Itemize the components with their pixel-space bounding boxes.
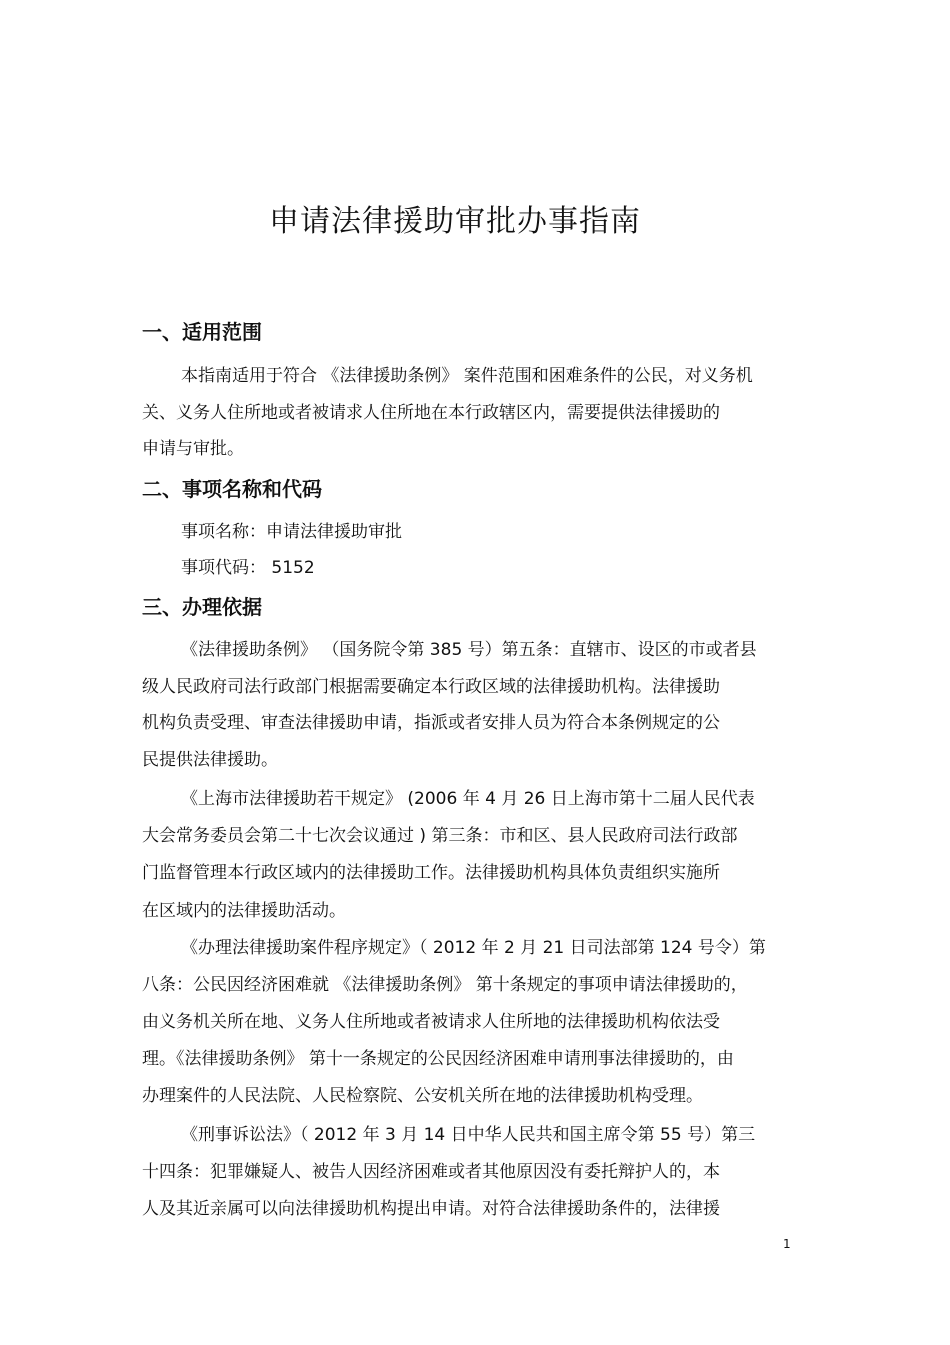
paragraph-line: 人及其近亲属可以向法律援助机构提出申请。对符合法律援助条件的，法律援 <box>142 1199 720 1219</box>
paragraph-line: 理。《法律援助条例》 第十一条规定的公民因经济困难申请刑事法律援助的，由 <box>142 1049 734 1069</box>
paragraph-line: 申请与审批。 <box>142 439 244 459</box>
page-title: 申请法律援助审批办事指南 <box>269 204 641 239</box>
section-heading-basis: 三、办理依据 <box>142 595 262 619</box>
paragraph-line: 十四条：犯罪嫌疑人、被告人因经济困难或者其他原因没有委托辩护人的，本 <box>142 1162 720 1182</box>
item-code-line: 事项代码： 5152 <box>181 558 315 578</box>
paragraph-line: 《上海市法律援助若干规定》 (2006 年 4 月 26 日上海市第十二届人民代表 <box>181 789 755 809</box>
paragraph-line: 本指南适用于符合 《法律援助条例》 案件范围和困难条件的公民，对义务机 <box>181 366 753 386</box>
item-name-line: 事项名称：申请法律援助审批 <box>181 522 402 542</box>
paragraph-line: 大会常务委员会第二十七次会议通过 ) 第三条：市和区、县人民政府司法行政部 <box>142 826 738 846</box>
paragraph-line: 《法律援助条例》 （国务院令第 385 号）第五条：直辖市、设区的市或者县 <box>181 640 757 660</box>
paragraph-line: 《刑事诉讼法》（ 2012 年 3 月 14 日中华人民共和国主席令第 55 号）第三 <box>181 1125 756 1145</box>
paragraph-line: 《办理法律援助案件程序规定》（ 2012 年 2 月 21 日司法部第 124 号令）第 <box>181 938 766 958</box>
paragraph-line: 在区域内的法律援助活动。 <box>142 901 346 921</box>
paragraph-line: 级人民政府司法行政部门根据需要确定本行政区域的法律援助机构。法律援助 <box>142 677 720 697</box>
page-number: 1 <box>783 1237 791 1251</box>
section-heading-name-code: 二、事项名称和代码 <box>142 477 322 501</box>
paragraph-line: 民提供法律援助。 <box>142 750 278 770</box>
paragraph-line: 八条：公民因经济困难就 《法律援助条例》 第十条规定的事项申请法律援助的， <box>142 975 748 995</box>
paragraph-line: 关、义务人住所地或者被请求人住所地在本行政辖区内，需要提供法律援助的 <box>142 403 720 423</box>
paragraph-line: 办理案件的人民法院、人民检察院、公安机关所在地的法律援助机构受理。 <box>142 1086 703 1106</box>
paragraph-line: 由义务机关所在地、义务人住所地或者被请求人住所地的法律援助机构依法受 <box>142 1012 720 1032</box>
paragraph-line: 机构负责受理、审查法律援助申请，指派或者安排人员为符合本条例规定的公 <box>142 713 720 733</box>
section-heading-scope: 一、适用范围 <box>142 320 262 344</box>
paragraph-line: 门监督管理本行政区域内的法律援助工作。法律援助机构具体负责组织实施所 <box>142 863 720 883</box>
